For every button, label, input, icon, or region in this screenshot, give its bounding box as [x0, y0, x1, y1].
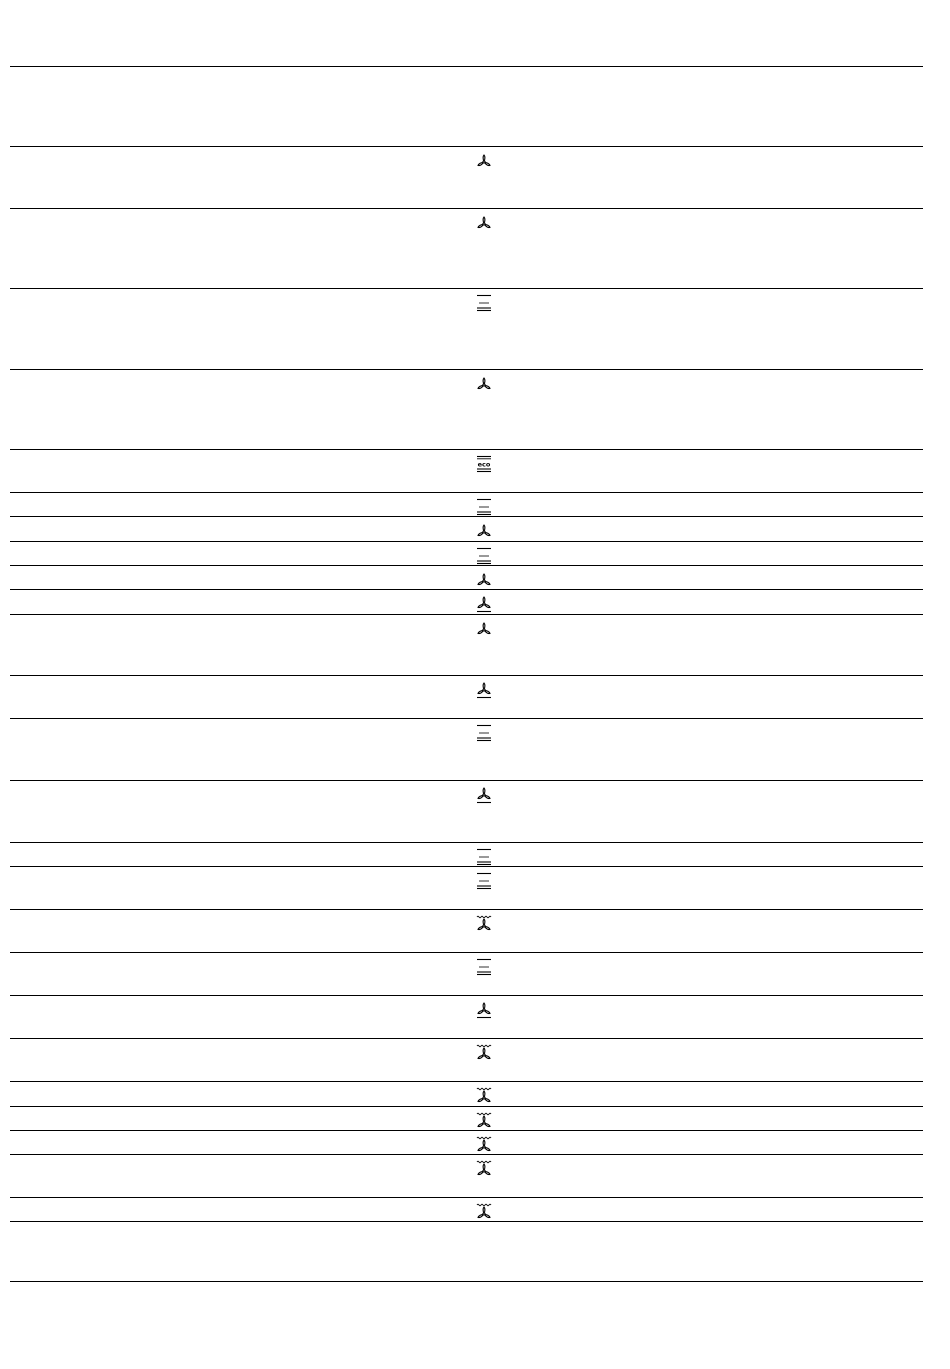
- fan-bottom-heat-icon: [475, 681, 493, 699]
- fan-bottom-heat-icon: [475, 1001, 493, 1019]
- table-row: [10, 565, 923, 589]
- table-row: [10, 842, 923, 866]
- table-row: [10, 614, 923, 675]
- grill-fan-icon: [475, 1203, 493, 1221]
- grill-fan-icon: [475, 915, 493, 933]
- grill-fan-icon: [475, 1136, 493, 1154]
- table-row: [10, 449, 923, 492]
- top-bottom-heat-icon: [475, 872, 493, 890]
- top-bottom-heat-icon: [475, 498, 493, 516]
- svg-text:eco: eco: [477, 460, 491, 469]
- fan-icon: [475, 620, 493, 638]
- top-bottom-heat-icon: [475, 848, 493, 866]
- table-row: [10, 66, 923, 146]
- table-row: [10, 718, 923, 780]
- top-bottom-heat-icon: [475, 724, 493, 742]
- fan-icon: [475, 522, 493, 540]
- table-row: [10, 1081, 923, 1106]
- top-bottom-heat-icon: [475, 958, 493, 976]
- table-rule: [10, 1281, 923, 1282]
- table-row: [10, 208, 923, 288]
- table-row: [10, 866, 923, 909]
- table-row: [10, 1106, 923, 1130]
- fan-icon: [475, 214, 493, 232]
- table-row: [10, 780, 923, 842]
- table-row: [10, 909, 923, 952]
- top-bottom-heat-icon: [475, 294, 493, 312]
- grill-fan-icon: [475, 1044, 493, 1062]
- table-row: [10, 589, 923, 614]
- table-row: [10, 1038, 923, 1081]
- table-row: [10, 492, 923, 516]
- grill-fan-icon: [475, 1087, 493, 1105]
- table-row: [10, 516, 923, 541]
- top-bottom-heat-icon: [475, 547, 493, 565]
- fan-bottom-heat-icon: [475, 595, 493, 613]
- grill-fan-icon: [475, 1160, 493, 1178]
- table-row: [10, 146, 923, 208]
- table-row: [10, 369, 923, 449]
- fan-icon: [475, 375, 493, 393]
- table-row: [10, 995, 923, 1038]
- fan-bottom-heat-icon: [475, 786, 493, 804]
- table-row: [10, 1221, 923, 1281]
- table-row: [10, 541, 923, 565]
- table-row: [10, 1130, 923, 1154]
- table-row: [10, 952, 923, 995]
- table-row: [10, 1154, 923, 1197]
- fan-icon: [475, 152, 493, 170]
- grill-fan-icon: [475, 1112, 493, 1130]
- eco-heat-icon: [475, 455, 493, 473]
- table-row: [10, 288, 923, 369]
- table-row: [10, 675, 923, 718]
- table-row: [10, 1197, 923, 1221]
- fan-icon: [475, 571, 493, 589]
